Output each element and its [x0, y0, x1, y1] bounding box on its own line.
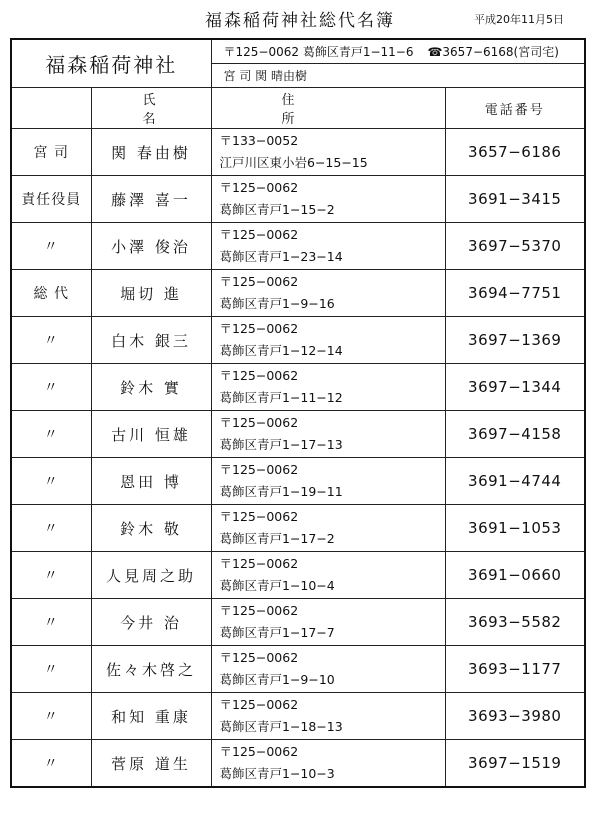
address-cell [211, 552, 445, 599]
name-cell: 鈴木 敬 [91, 505, 211, 552]
roster-table [10, 38, 586, 788]
table-row [11, 129, 585, 176]
role-cell: 〃 [11, 599, 91, 646]
table-row [11, 646, 585, 693]
postal-code: 〒125−0062 [219, 368, 299, 383]
street-address: 葛飾区青戸1−17−2 [219, 531, 335, 546]
shrine-contact [211, 39, 585, 64]
phone-cell: 3694−7751 [445, 270, 585, 317]
street-address: 葛飾区青戸1−17−7 [219, 625, 335, 640]
postal-code: 〒125−0062 [219, 321, 299, 336]
table-row [11, 599, 585, 646]
postal-code: 〒125−0062 [219, 603, 299, 618]
street-address: 葛飾区青戸1−10−3 [219, 766, 335, 781]
table-row [11, 693, 585, 740]
phone-cell: 3697−1369 [445, 317, 585, 364]
street-address: 江戸川区東小岩6−15−15 [219, 155, 368, 170]
table-row [11, 270, 585, 317]
street-address: 葛飾区青戸1−9−16 [219, 296, 335, 311]
street-address: 葛飾区青戸1−12−14 [219, 343, 343, 358]
address-cell [211, 270, 445, 317]
postal-code: 〒125−0062 [219, 509, 299, 524]
postal-code: 〒125−0062 [219, 462, 299, 477]
head-priest: 宮 司 関 晴由樹 [211, 64, 585, 88]
name-cell: 古川 恒雄 [91, 411, 211, 458]
address-cell [211, 599, 445, 646]
header-address: 住所 [211, 88, 445, 129]
phone-cell: 3691−3415 [445, 176, 585, 223]
phone-cell: 3697−4158 [445, 411, 585, 458]
address-cell [211, 505, 445, 552]
role-cell: 〃 [11, 552, 91, 599]
name-cell: 堀切 進 [91, 270, 211, 317]
shrine-phone: ☎3657−6168(宮司宅) [427, 45, 559, 59]
street-address: 葛飾区青戸1−19−11 [219, 484, 343, 499]
table-row [11, 740, 585, 788]
name-cell: 菅原 道生 [91, 740, 211, 788]
street-address: 葛飾区青戸1−17−13 [219, 437, 343, 452]
phone-cell: 3693−3980 [445, 693, 585, 740]
postal-code: 〒125−0062 [219, 180, 299, 195]
table-row [11, 317, 585, 364]
table-row [11, 176, 585, 223]
shrine-name: 福森稲荷神社 [11, 39, 211, 88]
address-cell [211, 317, 445, 364]
postal-code: 〒125−0062 [219, 227, 299, 242]
street-address: 葛飾区青戸1−9−10 [219, 672, 335, 687]
phone-cell: 3697−1344 [445, 364, 585, 411]
postal-code: 〒125−0062 [219, 415, 299, 430]
role-cell: 〃 [11, 505, 91, 552]
address-cell [211, 129, 445, 176]
header-phone: 電話番号 [445, 88, 585, 129]
table-row [11, 458, 585, 505]
document-date: 平成20年11月5日 [474, 13, 564, 26]
address-cell [211, 223, 445, 270]
postal-code: 〒125−0062 [219, 650, 299, 665]
street-address: 葛飾区青戸1−15−2 [219, 202, 335, 217]
name-cell: 恩田 博 [91, 458, 211, 505]
postal-code: 〒125−0062 [219, 697, 299, 712]
address-cell [211, 364, 445, 411]
phone-cell: 3693−5582 [445, 599, 585, 646]
postal-code: 〒125−0062 [219, 274, 299, 289]
name-cell: 藤澤 喜一 [91, 176, 211, 223]
postal-code: 〒125−0062 [219, 744, 299, 759]
table-row [11, 411, 585, 458]
street-address: 葛飾区青戸1−18−13 [219, 719, 343, 734]
role-cell: 〃 [11, 646, 91, 693]
role-cell: 〃 [11, 411, 91, 458]
phone-cell: 3697−5370 [445, 223, 585, 270]
address-cell [211, 646, 445, 693]
name-cell: 白木 銀三 [91, 317, 211, 364]
street-address: 葛飾区青戸1−23−14 [219, 249, 343, 264]
table-row [11, 364, 585, 411]
address-cell [211, 411, 445, 458]
role-cell: 宮 司 [11, 129, 91, 176]
phone-cell: 3657−6186 [445, 129, 585, 176]
header-name: 氏名 [91, 88, 211, 129]
address-cell [211, 176, 445, 223]
table-row [11, 223, 585, 270]
street-address: 葛飾区青戸1−11−12 [219, 390, 343, 405]
role-cell: 責任役員 [11, 176, 91, 223]
phone-cell: 3691−1053 [445, 505, 585, 552]
role-cell: 〃 [11, 364, 91, 411]
name-cell: 鈴木 實 [91, 364, 211, 411]
name-cell: 人見周之助 [91, 552, 211, 599]
address-cell [211, 740, 445, 788]
header-role [11, 88, 91, 129]
postal-code: 〒133−0052 [219, 133, 299, 148]
phone-cell: 3697−1519 [445, 740, 585, 788]
name-cell: 今井 治 [91, 599, 211, 646]
column-header-row [11, 88, 585, 129]
postal-code: 〒125−0062 [219, 556, 299, 571]
role-cell: 〃 [11, 458, 91, 505]
role-cell: 総 代 [11, 270, 91, 317]
name-cell: 小澤 俊治 [91, 223, 211, 270]
role-cell: 〃 [11, 740, 91, 788]
address-cell [211, 693, 445, 740]
shrine-info-row [11, 39, 585, 64]
street-address: 葛飾区青戸1−10−4 [219, 578, 335, 593]
name-cell: 和知 重康 [91, 693, 211, 740]
table-row [11, 552, 585, 599]
name-cell: 佐々木啓之 [91, 646, 211, 693]
phone-cell: 3691−0660 [445, 552, 585, 599]
role-cell: 〃 [11, 317, 91, 364]
phone-cell: 3693−1177 [445, 646, 585, 693]
document-title: 福森稲荷神社総代名簿 [205, 11, 395, 31]
name-cell: 関 春由樹 [91, 129, 211, 176]
role-cell: 〃 [11, 693, 91, 740]
shrine-address: 〒125−0062 葛飾区青戸1−11−6 [223, 45, 414, 59]
table-row [11, 505, 585, 552]
role-cell: 〃 [11, 223, 91, 270]
phone-cell: 3691−4744 [445, 458, 585, 505]
address-cell [211, 458, 445, 505]
